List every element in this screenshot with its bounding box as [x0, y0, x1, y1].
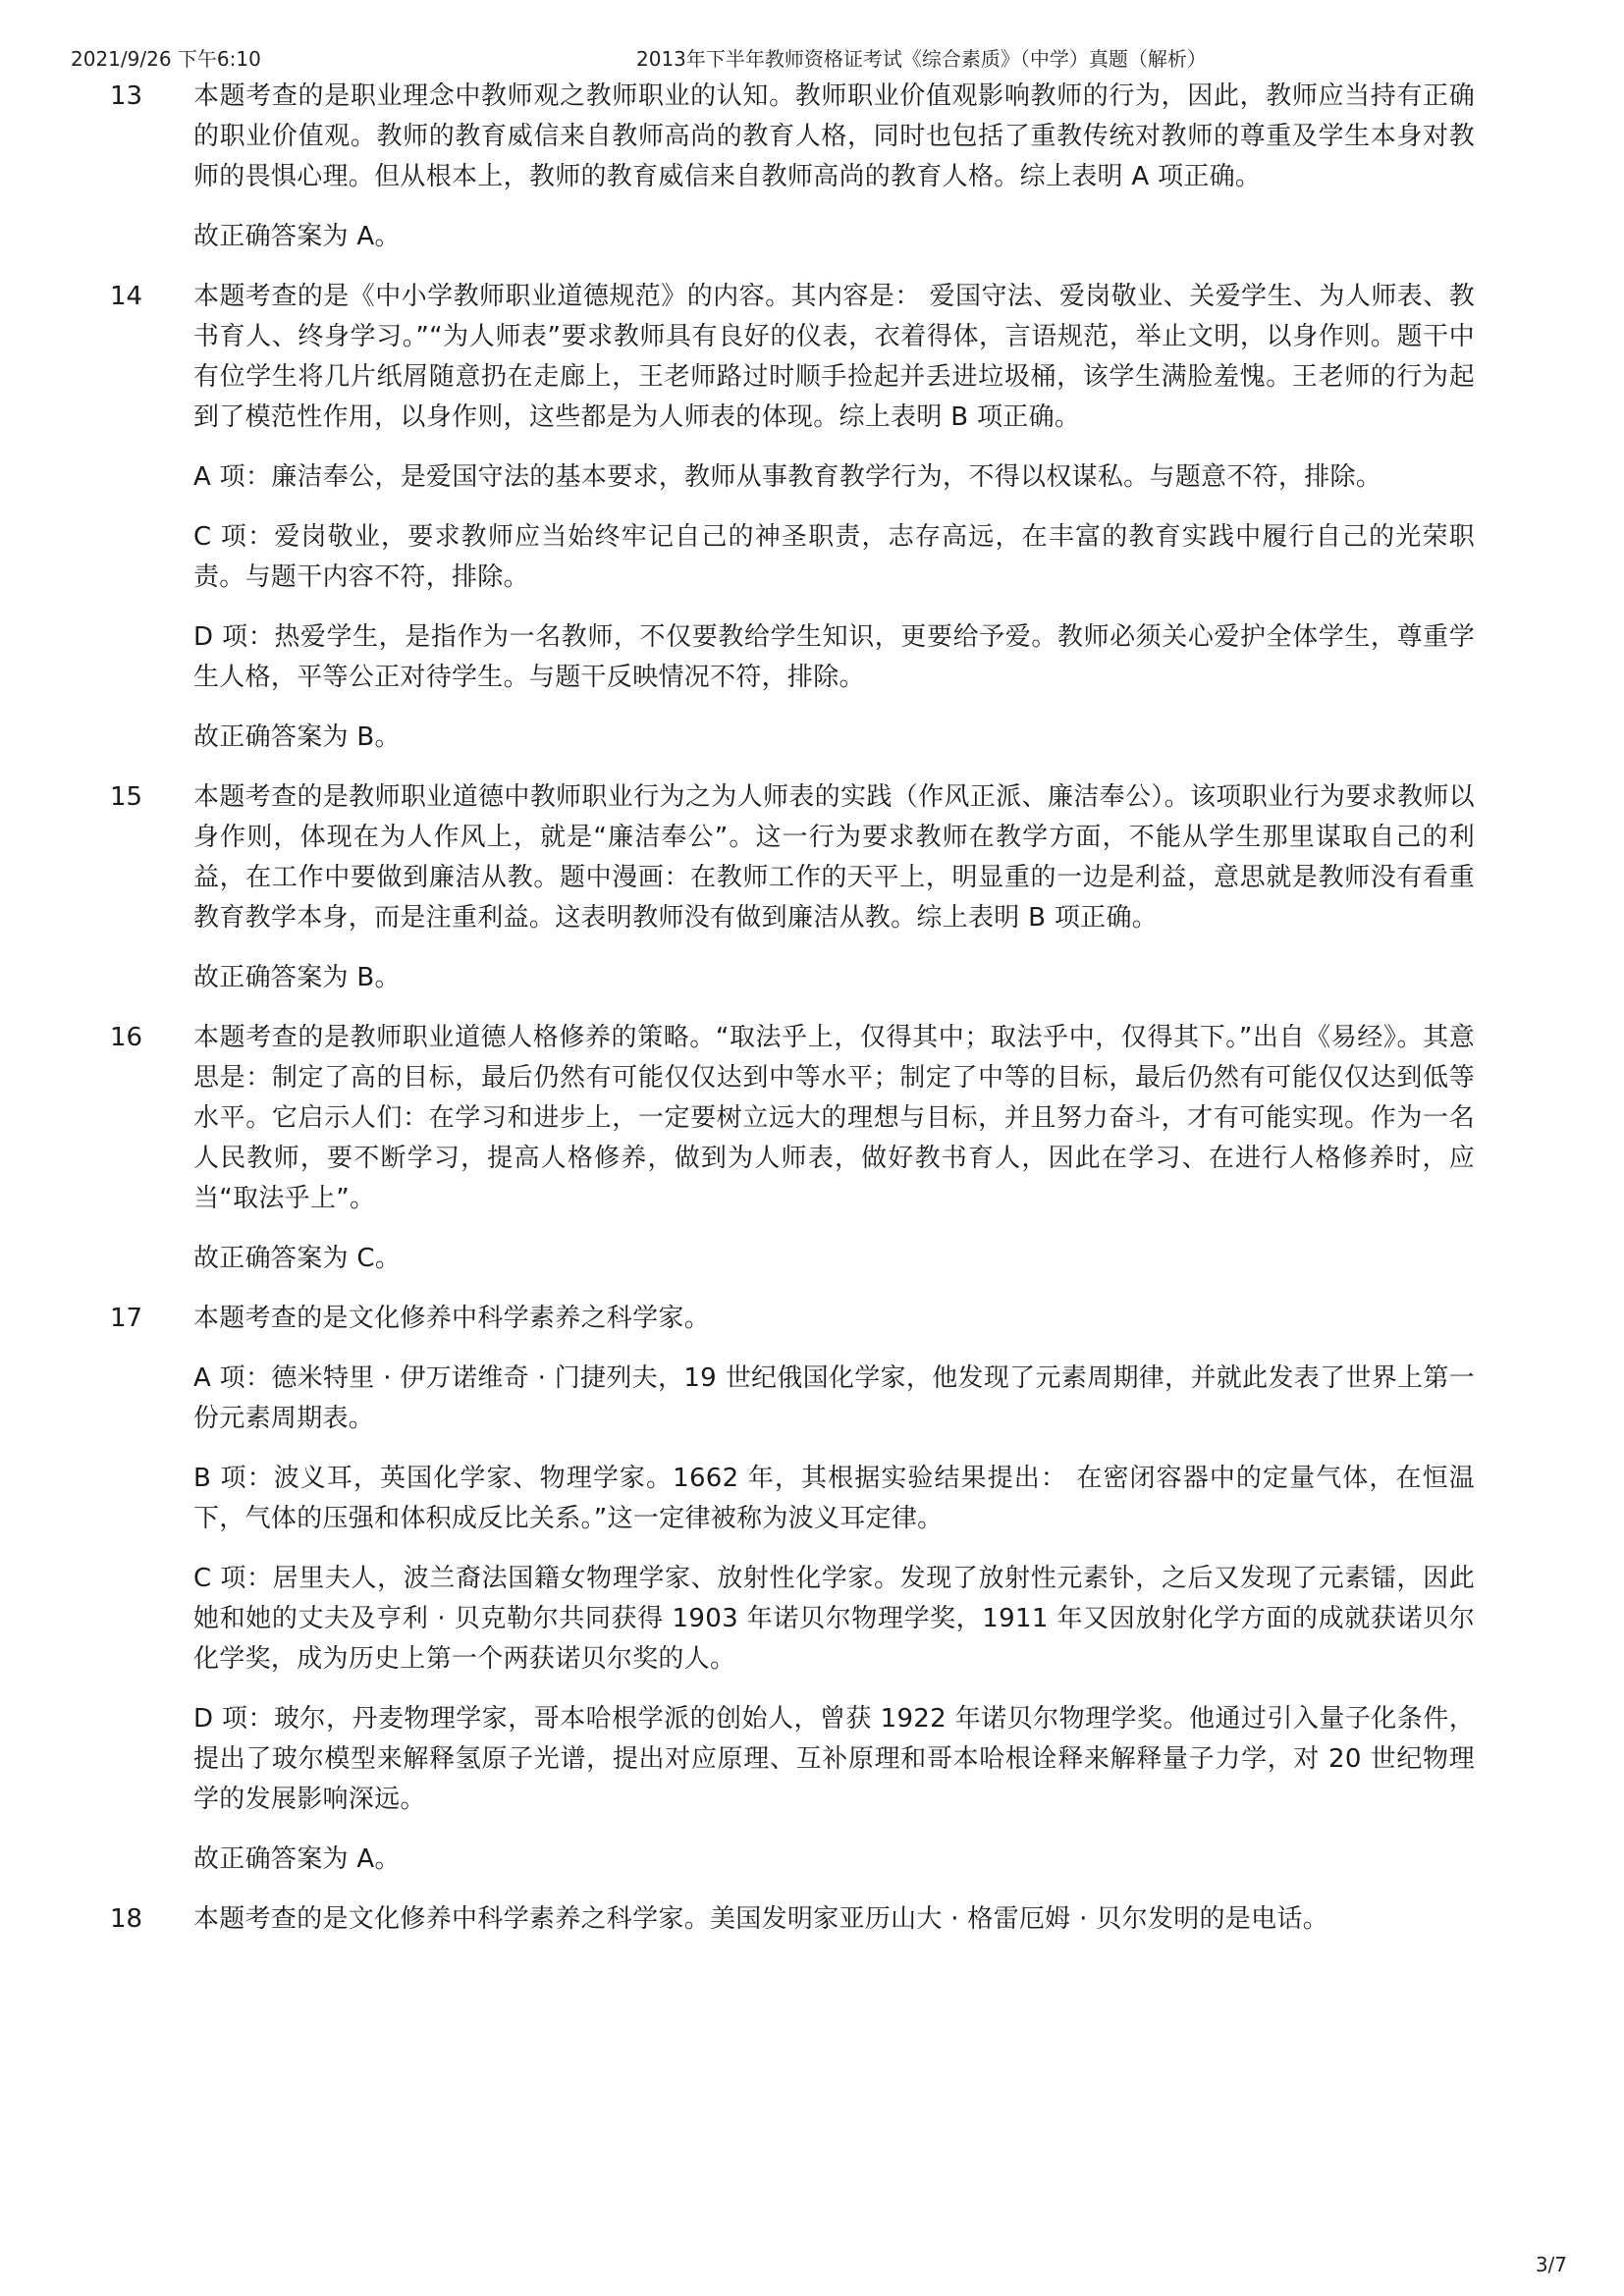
question-block	[0, 1899, 1624, 1940]
explanation-paragraph: 故正确答案为 C。	[193, 1244, 402, 1273]
explanation-paragraph: 故正确答案为 A。	[193, 222, 401, 251]
question-number: 18	[110, 1904, 143, 1934]
explanation-paragraph: 本题考查的是教师职业道德中教师职业行为之为人师表的实践（作风正派、廉洁奉公）。该项职业行为要求教师以身作则，体现在为人作风上，就是“廉洁奉公”。这一行为要求教师在教学方面，不能从学生那里谋取自己的利益，在工作中要做到廉洁从教。题中漫画：在教师工作的天平上，明显重的一边是利益，意思就是教师没有看重教育教学本身，而是注重利益。这表明教师没有做到廉洁从教。综上表明 B 项正确。	[193, 782, 1475, 933]
explanation-paragraph: A 项：德米特里 · 伊万诺维奇 · 门捷列夫，19 世纪俄国化学家，他发现了元素周期律，并就此发表了世界上第一份元素周期表。	[193, 1363, 1475, 1433]
explanation-paragraph: 本题考查的是文化修养中科学素养之科学家。美国发明家亚历山大 · 格雷厄姆 · 贝尔发明的是电话。	[193, 1904, 1328, 1934]
print-datetime: 2021/9/26 下午6:10	[71, 47, 261, 71]
explanation-paragraph: D 项：热爱学生，是指作为一名教师，不仅要教给学生知识，更要给予爱。教师必须关心爱护全体学生，尊重学生人格，平等公正对待学生。与题干反映情况不符，排除。	[193, 622, 1475, 692]
explanation-paragraph: 本题考查的是教师职业道德人格修养的策略。“取法乎上，仅得其中；取法乎中，仅得其下。”出自《易经》。其意思是：制定了高的目标，最后仍然有可能仅仅达到中等水平；制定了中等的目标，最后仍然有可能仅仅达到低等水平。它启示人们：在学习和进步上，一定要树立远大的理想与目标，并且努力奋斗，才有可能实现。作为一名人民教师，要不断学习，提高人格修养，做到为人师表，做好教书育人，因此在学习、在进行人格修养时，应当“取法乎上”。	[193, 1023, 1475, 1213]
question-block	[0, 1299, 1624, 1880]
question-number: 15	[110, 782, 143, 812]
question-block	[0, 777, 1624, 998]
explanation-paragraph: 故正确答案为 A。	[193, 1844, 401, 1874]
explanation-paragraph: 本题考查的是《中小学教师职业道德规范》的内容。其内容是： 爱国守法、爱岗敬业、关爱学生、为人师表、教书育人、终身学习。”“为人师表”要求教师具有良好的仪表，衣着得体，言语规范，举止文明，以身作则。题干中有位学生将几片纸屑随意扔在走廊上，王老师路过时顺手捡起并丢进垃圾桶，该学生满脸羞愧。王老师的行为起到了模范性作用，以身作则，这些都是为人师表的体现。综上表明 B 项正确。	[193, 282, 1475, 432]
explanation-paragraph: 故正确答案为 B。	[193, 963, 401, 992]
answer-explanations	[0, 77, 1624, 1959]
question-number: 16	[110, 1023, 143, 1052]
document-title: 2013年下半年教师资格证考试《综合素质》（中学）真题（解析）	[636, 47, 1207, 71]
question-number: 17	[110, 1304, 143, 1333]
explanation-paragraph: 本题考查的是文化修养中科学素养之科学家。	[193, 1304, 711, 1333]
question-block	[0, 77, 1624, 257]
explanation-paragraph: B 项：波义耳，英国化学家、物理学家。1662 年，其根据实验结果提出： 在密闭容器中的定量气体，在恒温下，气体的压强和体积成反比关系。”这一定律被称为波义耳定律。	[193, 1464, 1475, 1533]
page-number: 3/7	[1535, 2253, 1567, 2276]
explanation-paragraph: C 项：居里夫人，波兰裔法国籍女物理学家、放射性化学家。发现了放射性元素钋，之后又发现了元素镭，因此她和她的丈夫及亨利 · 贝克勒尔共同获得 1903 年诺贝尔物理学奖，1911 年又因放射化学方面的成就获诺贝尔化学奖，成为历史上第一个两获诺贝尔奖的人。	[193, 1564, 1475, 1674]
explanation-paragraph: 故正确答案为 B。	[193, 722, 401, 752]
explanation-paragraph: C 项：爱岗敬业，要求教师应当始终牢记自己的神圣职责，志存高远，在丰富的教育实践中履行自己的光荣职责。与题干内容不符，排除。	[193, 522, 1475, 592]
question-block	[0, 277, 1624, 758]
explanation-paragraph: A 项：廉洁奉公，是爱国守法的基本要求，教师从事教育教学行为，不得以权谋私。与题意不符，排除。	[193, 462, 1382, 492]
explanation-paragraph: D 项：玻尔，丹麦物理学家，哥本哈根学派的创始人，曾获 1922 年诺贝尔物理学奖。他通过引入量子化条件，提出了玻尔模型来解释氢原子光谱，提出对应原理、互补原理和哥本哈根诠释来解释量子力学，对 20 世纪物理学的发展影响深远。	[193, 1704, 1475, 1814]
question-number: 14	[110, 282, 143, 311]
question-block	[0, 1018, 1624, 1279]
explanation-paragraph: 本题考查的是职业理念中教师观之教师职业的认知。教师职业价值观影响教师的行为，因此，教师应当持有正确的职业价值观。教师的教育威信来自教师高尚的教育人格，同时也包括了重教传统对教师的尊重及学生本身对教师的畏惧心理。但从根本上，教师的教育威信来自教师高尚的教育人格。综上表明 A 项正确。	[193, 81, 1475, 191]
question-number: 13	[110, 81, 143, 111]
